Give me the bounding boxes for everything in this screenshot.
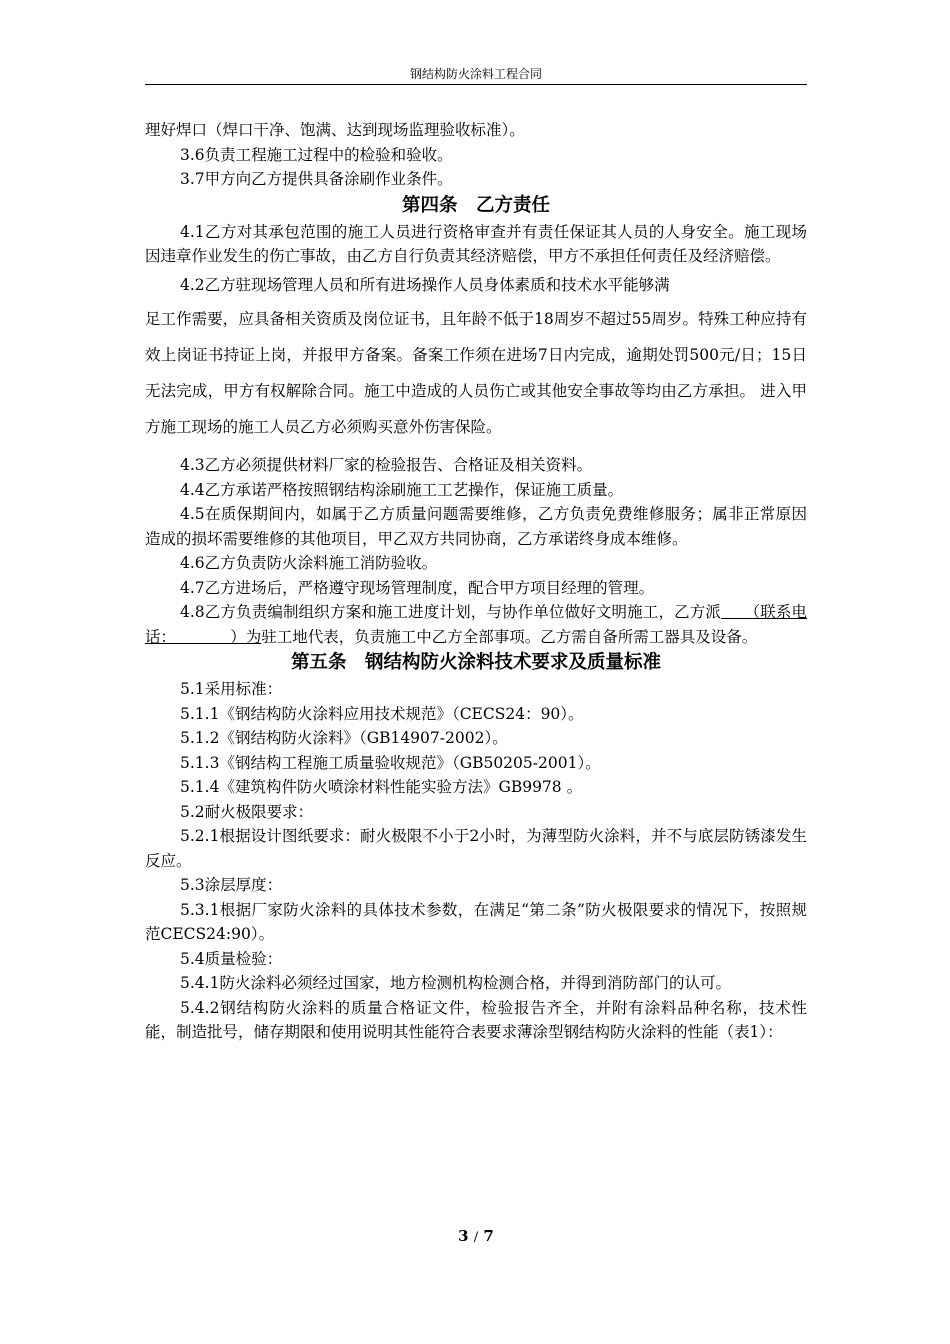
paragraph: 5.2.1根据设计图纸要求：耐火极限不小于2小时，为薄型防火涂料，并不与底层防锈漆发生反应。	[145, 827, 807, 870]
paragraph: 4.4乙方承诺严格按照钢结构涂刷施工工艺操作，保证施工质量。	[180, 480, 624, 499]
paragraph: 4.5在质保期间内，如属于乙方质量问题需要维修，乙方负责免费维修服务；属非正常原因造成的损坏需要维修的其他项目，甲乙双方共同协商，乙方承诺终身成本维修。	[145, 505, 807, 548]
document-body	[145, 118, 807, 1045]
paragraph: 4.7乙方进场后，严格遵守现场管理制度，配合甲方项目经理的管理。	[180, 578, 655, 597]
paragraph: 4.6乙方负责防火涂料施工消防验收。	[180, 554, 438, 572]
paragraph: 5.4.1防火涂料必须经过国家，地方检测机构检测合格，并得到消防部门的认可。	[180, 974, 731, 992]
paragraph: 3.7甲方向乙方提供具备涂刷作业条件。	[180, 170, 453, 188]
paragraph: 4.2乙方驻现场管理人员和所有进场操作人员身体素质和技术水平能够满	[180, 275, 670, 294]
paragraph: 5.4.2钢结构防火涂料的质量合格证文件，检验报告齐全，并附有涂料品种名称，技术性能，制造批号，储存期限和使用说明其性能符合表要求薄涂型钢结构防火涂料的性能（表1）：	[145, 998, 807, 1041]
total-pages: 7	[483, 1227, 494, 1245]
paragraph: 4.1乙方对其承包范围的施工人员进行资格审查并有责任保证其人员的人身安全。施工现场因违章作业发生的伤亡事故，由乙方自行负责其经济赔偿，甲方不承担任何责任及经济赔偿。	[145, 222, 807, 265]
header-rule	[145, 84, 807, 85]
paragraph: 5.1.4《建筑构件防火喷涂材料性能实验方法》GB9978 。	[180, 778, 583, 796]
paragraph: 5.1.1《钢结构防火涂料应用技术规范》（CECS24：90）。	[180, 704, 584, 723]
paragraph	[145, 600, 807, 649]
paragraph: 5.1.2《钢结构防火涂料》（GB14907-2002）。	[180, 729, 508, 747]
page-separator: /	[473, 1230, 479, 1245]
paragraph: 5.1.3《钢结构工程施工质量验收规范》（GB50205-2001）。	[180, 753, 601, 772]
page-number	[145, 1227, 807, 1245]
paragraph: 5.3涂层厚度：	[180, 876, 283, 894]
section-heading: 第四条 乙方责任	[401, 194, 550, 216]
paragraph: 理好焊口（焊口干净、饱满、达到现场监理验收标准）。	[145, 121, 525, 139]
section-heading: 第五条 钢结构防火涂料技术要求及质量标准	[290, 652, 661, 673]
paragraph: 4.3乙方必须提供材料厂家的检验报告、合格证及相关资料。	[180, 456, 593, 474]
current-page: 3	[458, 1227, 469, 1245]
paragraph: 足工作需要，应具备相关资质及岗位证书，且年龄不低于18周岁不超过55周岁。特殊工种应持有效上岗证书持证上岗，并报甲方备案。备案工作须在进场7日内完成，逾期处罚500元/日；15日无法完成，甲方有权解除合同。施工中造成的人员伤亡或其他安全事故等均由乙方承担。 进入甲方施工现场的施工人员乙方必须购买意外伤害保险。	[145, 310, 807, 436]
paragraph-text: 驻工地代表，负责施工中乙方全部事项。乙方需自备所需工器具及设备。	[261, 627, 758, 646]
paragraph: 3.6负责工程施工过程中的检验和验收。	[180, 145, 453, 164]
paragraph-text: 4.8乙方负责编制组织方案和施工进度计划，与协作单位做好文明施工，乙方派	[180, 603, 722, 621]
contact-blank: （联系电话： ）为	[145, 603, 807, 646]
paragraph: 5.2耐火极限要求：	[180, 802, 314, 821]
page-header: 钢结构防火涂料工程合同	[409, 67, 542, 81]
paragraph: 5.1采用标准：	[180, 680, 283, 698]
paragraph: 5.4质量检验：	[180, 949, 283, 968]
paragraph: 5.3.1根据厂家防火涂料的具体技术参数，在满足“第二条”防火极限要求的情况下，按照规范CECS24:90）。	[145, 900, 807, 943]
